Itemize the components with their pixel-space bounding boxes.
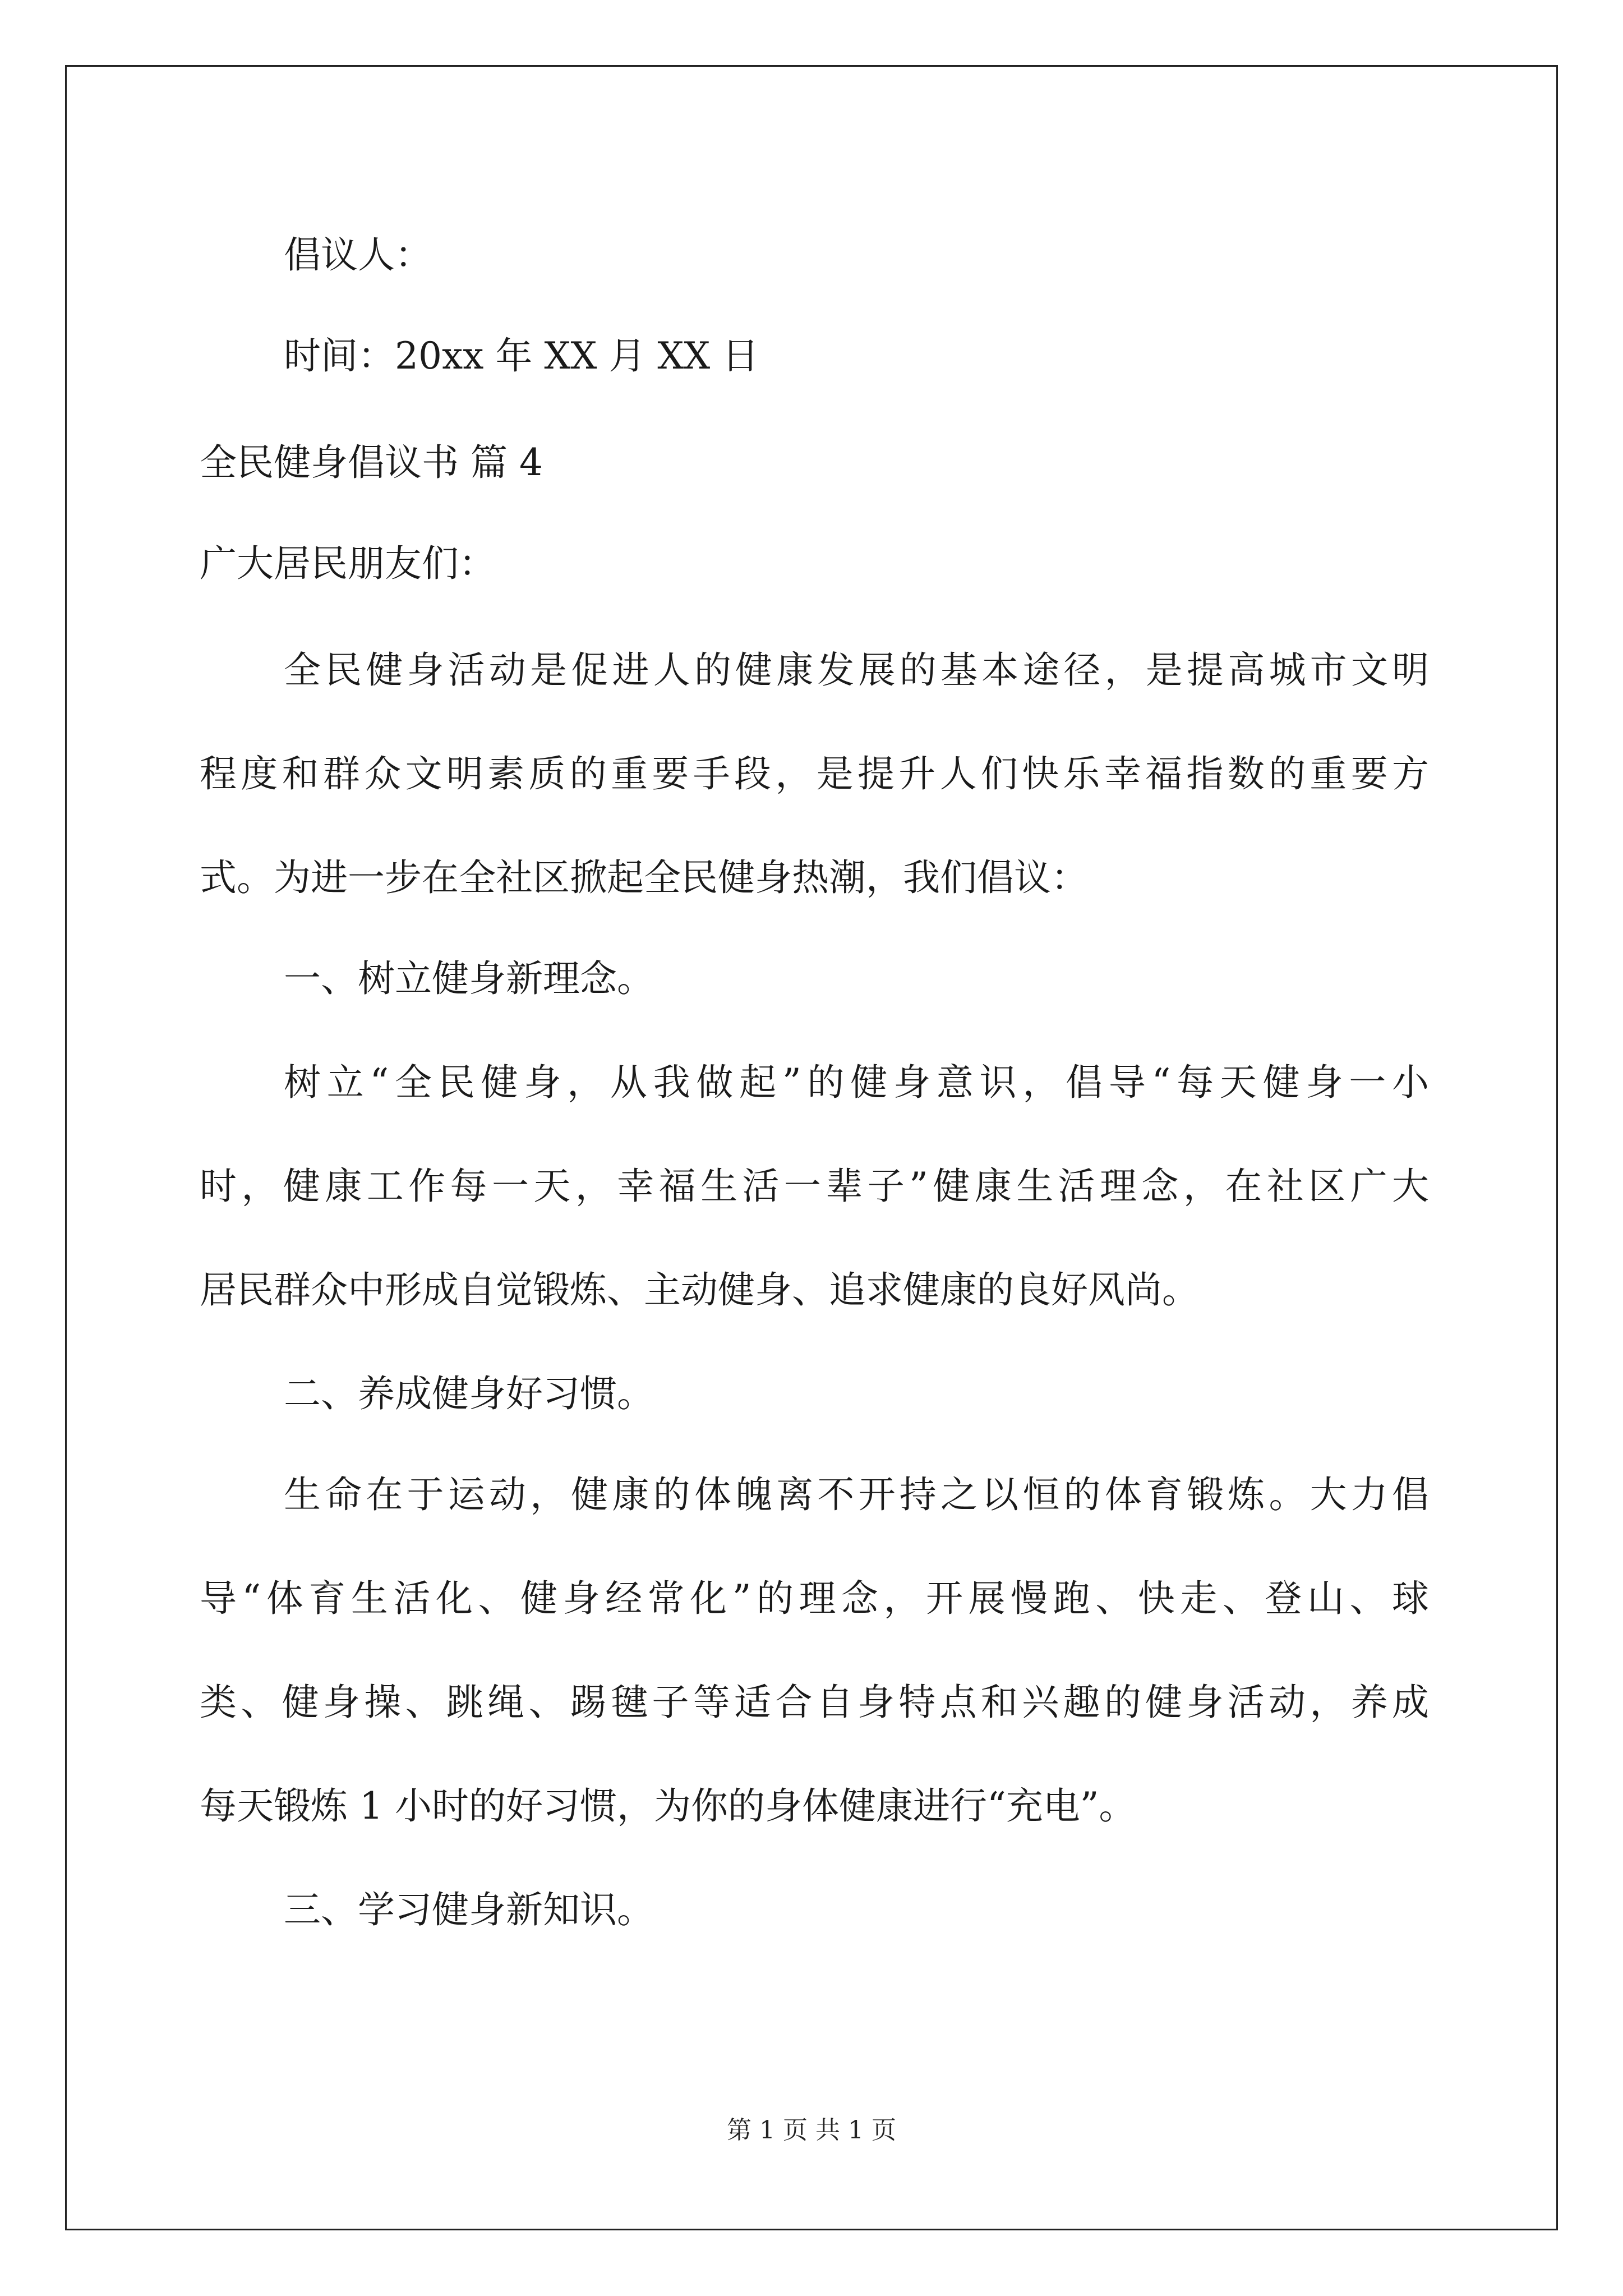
heading-three: 三、学习健身新知识。 — [284, 1888, 654, 1931]
paragraph-line: 生命在于运动，健康的体魄离不开持之以恒的体育锻炼。大力倡 — [284, 1473, 1429, 1516]
heading-one: 一、树立健身新理念。 — [284, 957, 654, 1000]
paragraph-line: 导“体育生活化、健身经常化”的理念，开展慢跑、快走、登山、球 — [200, 1577, 1429, 1620]
date-line: 时间：20xx 年 XX 月 XX 日 — [284, 334, 759, 378]
heading-two: 二、养成健身好习惯。 — [284, 1372, 654, 1415]
paragraph-line: 全民健身活动是促进人的健康发展的基本途径，是提高城市文明 — [284, 648, 1429, 692]
paragraph-line: 式。为进一步在全社区掀起全民健身热潮，我们倡议： — [200, 856, 1088, 899]
section-title: 全民健身倡议书 篇 4 — [200, 441, 543, 484]
paragraph-line: 树立“全民健身，从我做起”的健身意识，倡导“每天健身一小 — [284, 1061, 1429, 1104]
paragraph-line: 每天锻炼 1 小时的好习惯，为你的身体健康进行“充电”。 — [200, 1784, 1136, 1828]
paragraph-line: 居民群众中形成自觉锻炼、主动健身、追求健康的良好风尚。 — [200, 1268, 1199, 1312]
paragraph-line: 类、健身操、跳绳、踢毽子等适合自身特点和兴趣的健身活动，养成 — [200, 1681, 1429, 1724]
page-footer: 第 1 页 共 1 页 — [727, 2116, 896, 2145]
paragraph-line: 程度和群众文明素质的重要手段，是提升人们快乐幸福指数的重要方 — [200, 752, 1429, 795]
paragraph-line: 时，健康工作每一天，幸福生活一辈子”健康生活理念，在社区广大 — [200, 1165, 1429, 1208]
salutation: 广大居民朋友们： — [200, 542, 496, 585]
initiator-line: 倡议人： — [284, 233, 432, 277]
